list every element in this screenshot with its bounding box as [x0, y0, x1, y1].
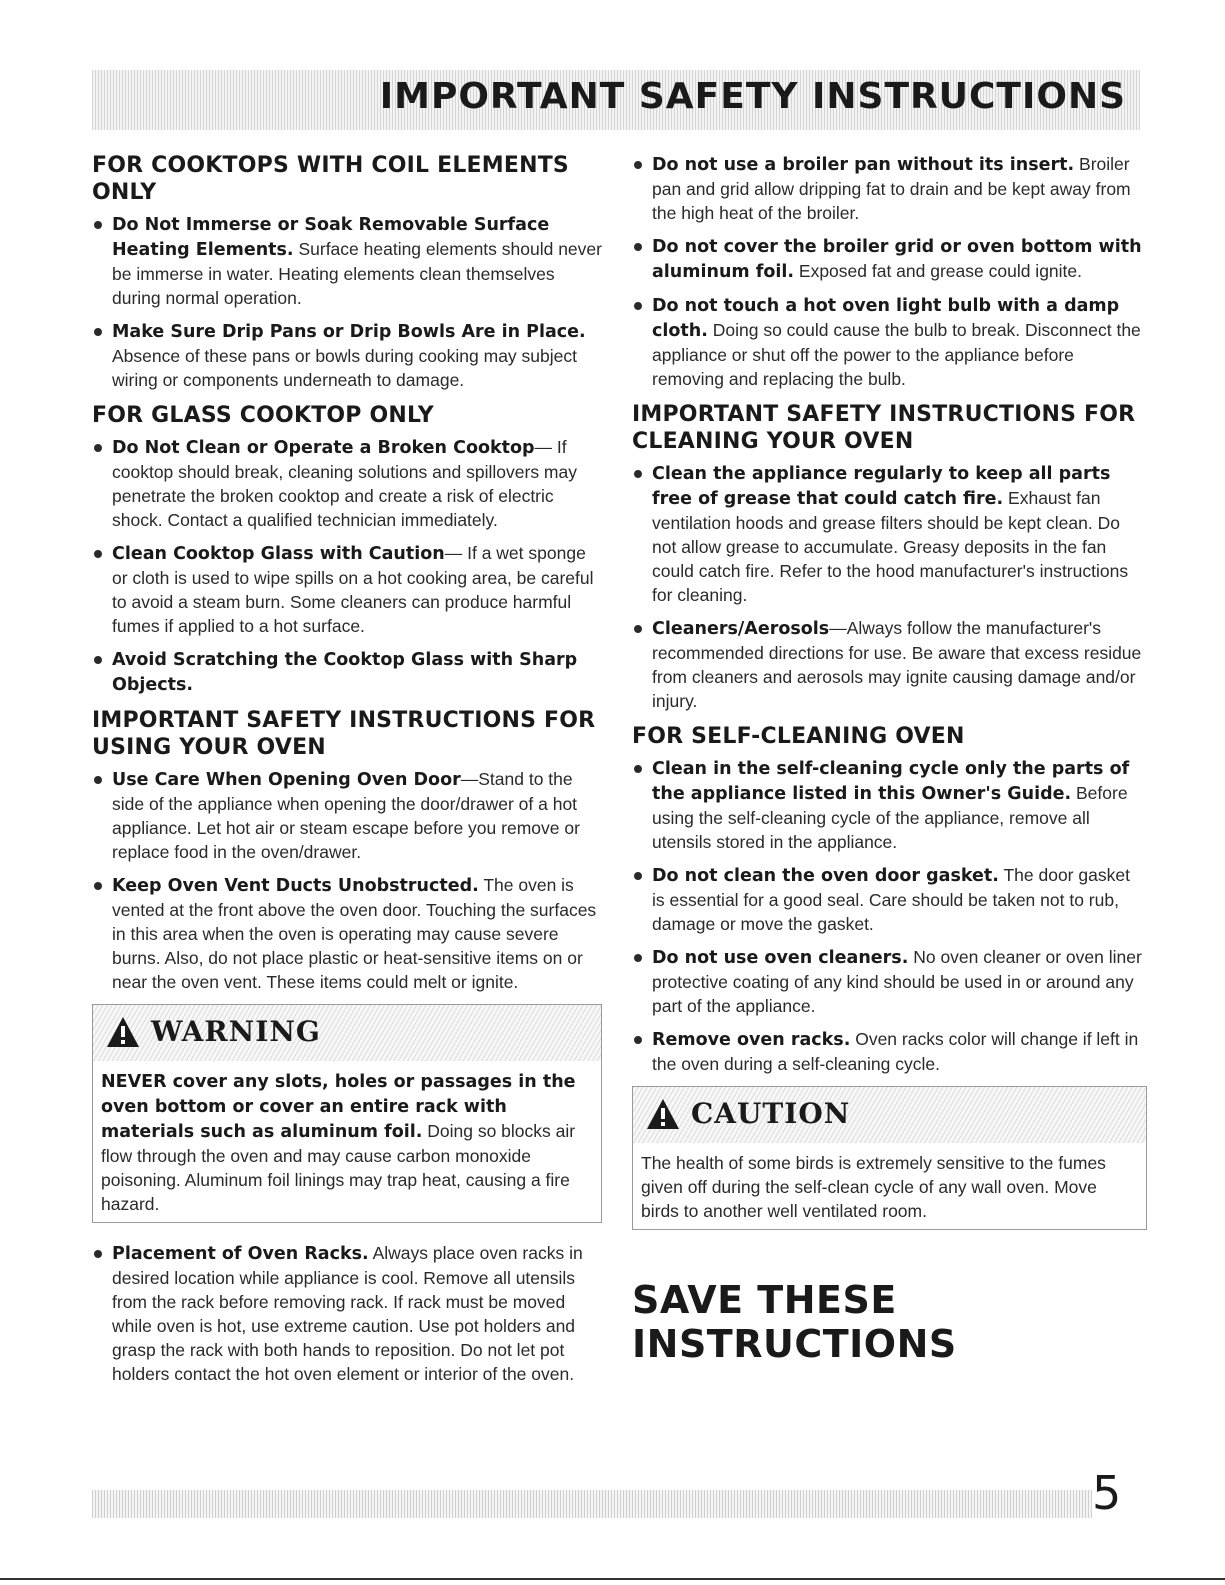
list-broiler: [632, 152, 1147, 391]
page-number: 5: [1092, 1466, 1122, 1520]
list-item: [92, 541, 602, 638]
list-self-cleaning: [632, 756, 1147, 1076]
warning-triangle-icon: [105, 1015, 141, 1049]
bullet-icon: [634, 470, 642, 478]
list-item: [92, 319, 602, 392]
item-text: Doing so could cause the bulb to break. Disconnect the appliance or shut off the power to the appliance before removing and replacing the bulb.: [652, 320, 1141, 389]
bottom-rule: [0, 1578, 1225, 1580]
bullet-icon: [94, 776, 102, 784]
item-heading: Cleaners/Aerosols: [652, 619, 830, 639]
list-item: [632, 293, 1147, 391]
list-item: [632, 863, 1147, 936]
section-heading-using-oven: IMPORTANT SAFETY INSTRUCTIONS FOR USING YOUR OVEN: [92, 708, 596, 760]
list-item: [632, 152, 1147, 225]
item-text: Always place oven racks in desired location while appliance is cool. Remove all utensils from the rack before removing rack. If rack must be moved while oven is hot, use extreme caution. Use pot holders and grasp the rack with both hands to reposition. Do not let pot holders contact the hot oven element or interior of the oven.: [112, 1243, 583, 1384]
item-text: Exposed fat and grease could ignite.: [794, 261, 1083, 281]
warning-title: WARNING: [151, 1015, 321, 1048]
bullet-icon: [94, 1250, 102, 1258]
item-text: Absence of these pans or bowls during cooking may subject wiring or components underneath to damage.: [112, 346, 577, 390]
item-heading: Make Sure Drip Pans or Drip Bowls Are in Place.: [112, 322, 586, 342]
section-heading-glass: FOR GLASS COOKTOP ONLY: [92, 403, 434, 428]
item-heading: Do not clean the oven door gasket.: [652, 866, 999, 886]
item-heading: Do not use oven cleaners.: [652, 948, 909, 968]
bullet-icon: [94, 221, 102, 229]
bullet-icon: [634, 243, 642, 251]
list-racks: [92, 1241, 602, 1386]
warning-triangle-icon: [645, 1097, 681, 1131]
list-item: [92, 767, 602, 864]
warning-text: Doing so blocks air flow through the oven and may cause carbon monoxide poisoning. Aluminum foil linings may trap heat, causing a fire hazard.: [101, 1121, 576, 1214]
item-heading: Use Care When Opening Oven Door: [112, 770, 461, 790]
warning-header: [93, 1005, 601, 1061]
bullet-icon: [634, 161, 642, 169]
bullet-icon: [94, 550, 102, 558]
item-text: Oven racks color will change if left in the oven during a self-cleaning cycle.: [652, 1029, 1139, 1074]
list-item: [632, 1027, 1147, 1076]
list-coil: [92, 212, 602, 392]
list-item: [632, 234, 1147, 284]
item-heading: Do not use a broiler pan without its insert.: [652, 155, 1075, 175]
item-heading: Clean in the self-cleaning cycle only the parts of the appliance listed in this Owner's Guide.: [652, 759, 1130, 804]
list-item: [92, 435, 602, 532]
list-using-oven: [92, 767, 602, 994]
footer-bar: [92, 1490, 1092, 1518]
page-title: IMPORTANT SAFETY INSTRUCTIONS: [379, 76, 1126, 117]
warning-body: [93, 1061, 601, 1222]
warning-box: [92, 1004, 602, 1223]
item-heading: Avoid Scratching the Cooktop Glass with Sharp Objects.: [112, 650, 578, 695]
caution-title: CAUTION: [691, 1097, 851, 1130]
item-text: The oven is vented at the front above the oven door. Touching the surfaces in this area when the oven is operating may cause severe burns. Also, do not place plastic or heat-sensitive items on or near the oven vent. These items could melt or ignite.: [112, 875, 597, 992]
list-item: [632, 616, 1147, 713]
item-text: Surface heating elements should never be immerse in water. Heating elements clean themselves during normal operation.: [112, 239, 602, 308]
item-heading: Do Not Immerse or Soak Removable Surface Heating Elements.: [112, 215, 550, 260]
bullet-icon: [94, 444, 102, 452]
bullet-icon: [94, 882, 102, 890]
item-text: Broiler pan and grid allow dripping fat to drain and be kept away from the high heat of the broiler.: [652, 154, 1131, 223]
header-banner: [92, 70, 1140, 130]
bullet-icon: [94, 328, 102, 336]
list-glass: [92, 435, 602, 697]
list-item: [92, 1241, 602, 1386]
item-heading: Do not cover the broiler grid or oven bottom with aluminum foil.: [652, 237, 1142, 282]
section-heading-self-cleaning: FOR SELF-CLEANING OVEN: [632, 724, 965, 749]
bullet-icon: [634, 765, 642, 773]
item-text: Exhaust fan ventilation hoods and grease filters should be kept clean. Do not allow grease to accumulate. Greasy deposits in the fan could catch fire. Refer to the hood manufacturer's instructions for cleaning.: [652, 488, 1129, 605]
caution-body: The health of some birds is extremely sensitive to the fumes given off during the self-clean cycle of any wall oven. Move birds to another well ventilated room.: [641, 1153, 1106, 1221]
list-cleaning: [632, 461, 1147, 713]
item-text: —Stand to the side of the appliance when opening the door/drawer of a hot appliance. Let hot air or steam escape before you remove or replace food in the oven/drawer.: [112, 769, 580, 862]
bullet-icon: [634, 625, 642, 633]
caution-box: [632, 1086, 1147, 1230]
bullet-icon: [634, 954, 642, 962]
item-heading: Clean Cooktop Glass with Caution: [112, 544, 445, 564]
list-item: [632, 756, 1147, 854]
item-text: The door gasket is essential for a good seal. Care should be taken not to rub, damage or move the gasket.: [652, 865, 1130, 934]
item-text: —Always follow the manufacturer's recommended directions for use. Be aware that excess residue from cleaners and aerosols may ignite causing damage and/or injury.: [652, 618, 1142, 711]
list-item: [92, 647, 602, 697]
list-item: [92, 212, 602, 310]
section-heading-coil: FOR COOKTOPS WITH COIL ELEMENTS ONLY: [92, 153, 569, 205]
list-item: [632, 461, 1147, 607]
bullet-icon: [634, 302, 642, 310]
item-heading: Do Not Clean or Operate a Broken Cooktop: [112, 438, 535, 458]
right-column: [632, 152, 1147, 1248]
item-heading: Keep Oven Vent Ducts Unobstructed.: [112, 876, 479, 896]
item-heading: Remove oven racks.: [652, 1030, 851, 1050]
item-heading: Placement of Oven Racks.: [112, 1244, 369, 1264]
save-instructions-heading: SAVE THESE INSTRUCTIONS: [632, 1278, 957, 1366]
list-item: [92, 873, 602, 994]
item-text: No oven cleaner or oven liner protective coating of any kind should be used in or around any part of the appliance.: [652, 947, 1142, 1016]
left-column: [92, 152, 602, 1396]
caution-header: [633, 1087, 1146, 1143]
warning-bold-text: NEVER cover any slots, holes or passages in the oven bottom or cover an entire rack with materials such as aluminum foil.: [101, 1072, 576, 1142]
item-heading: Clean the appliance regularly to keep all parts free of grease that could catch fire.: [652, 464, 1111, 509]
item-heading: Do not touch a hot oven light bulb with a damp cloth.: [652, 296, 1120, 341]
item-text: Before using the self-cleaning cycle of the appliance, remove all utensils stored in the appliance.: [652, 783, 1128, 852]
bullet-icon: [634, 872, 642, 880]
list-item: [632, 945, 1147, 1018]
bullet-icon: [94, 656, 102, 664]
item-text: — If cooktop should break, cleaning solutions and spillovers may penetrate the broken cooktop and create a risk of electric shock. Contact a qualified technician immediately.: [112, 437, 577, 530]
item-text: — If a wet sponge or cloth is used to wipe spills on a hot cooking area, be careful to avoid a steam burn. Some cleaners can produce harmful fumes if applied to a hot surface.: [112, 543, 594, 636]
section-heading-cleaning: IMPORTANT SAFETY INSTRUCTIONS FOR CLEANING YOUR OVEN: [632, 402, 1136, 454]
bullet-icon: [634, 1036, 642, 1044]
